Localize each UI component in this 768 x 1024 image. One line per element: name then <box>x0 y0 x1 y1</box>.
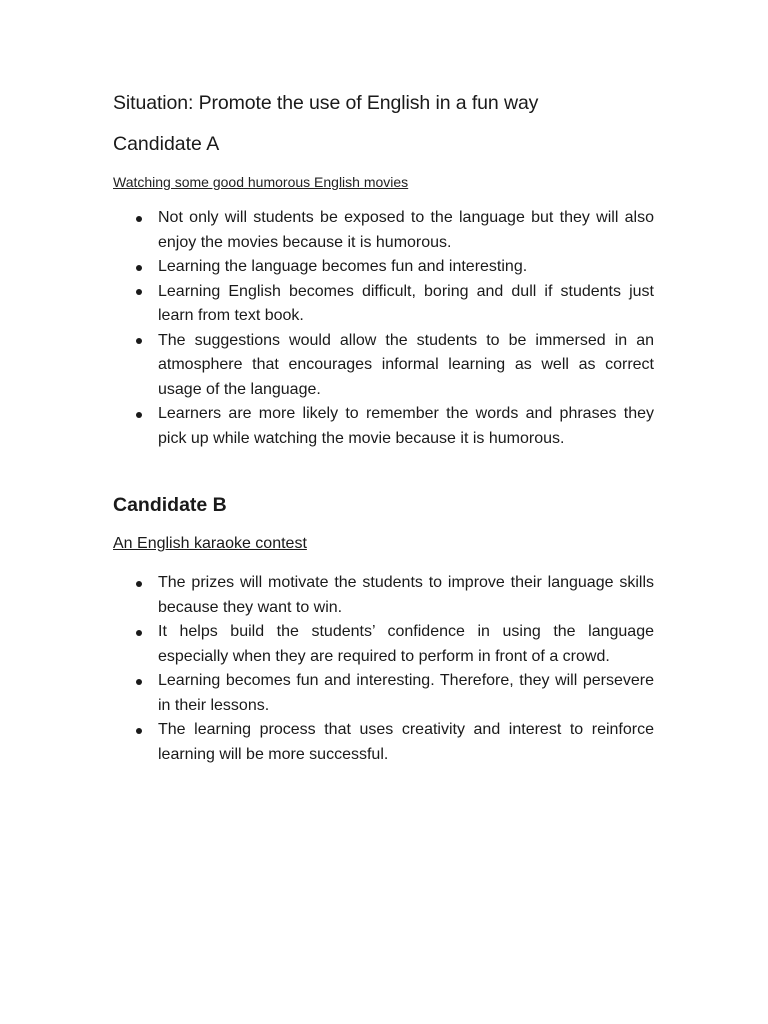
list-item-text: The suggestions would allow the students to be immersed in an atmosphere that encourages informal learning as well as correct usage of the language. <box>158 331 654 398</box>
list-item <box>130 280 654 329</box>
candidate-a-points-list <box>130 206 654 451</box>
list-item <box>130 669 654 718</box>
list-item-text: Learning becomes fun and interesting. Therefore, they will persevere in their lessons. <box>158 672 654 714</box>
bullet-icon <box>136 630 142 636</box>
list-item <box>130 718 654 767</box>
list-item <box>130 329 654 403</box>
bullet-icon <box>136 216 142 222</box>
list-item-text: Learning English becomes difficult, boring and dull if students just learn from text book. <box>158 282 654 324</box>
candidate-a-heading: Candidate A <box>113 133 220 155</box>
list-item-text: Learning the language becomes fun and interesting. <box>158 258 528 275</box>
list-item-text: It helps build the students’ confidence in using the language especially when they are required to perform in front of a crowd. <box>158 623 654 665</box>
candidate-b-points-list <box>130 571 654 767</box>
candidate-a-subheading: Watching some good humorous English movies <box>113 174 409 190</box>
candidate-b-subheading: An English karaoke contest <box>113 535 307 552</box>
list-item <box>130 571 654 620</box>
list-item <box>130 402 654 451</box>
candidate-b-heading: Candidate B <box>113 494 227 516</box>
bullet-icon <box>136 581 142 587</box>
bullet-icon <box>136 728 142 734</box>
bullet-icon <box>136 289 142 295</box>
situation-title: Situation: Promote the use of English in a fun way <box>113 92 539 114</box>
list-item-text: The prizes will motivate the students to improve their language skills because they want to win. <box>158 574 654 616</box>
list-item <box>130 620 654 669</box>
list-item-text: Learners are more likely to remember the words and phrases they pick up while watching the movie because it is humorous. <box>158 405 654 447</box>
bullet-icon <box>136 265 142 271</box>
bullet-icon <box>136 338 142 344</box>
list-item <box>130 206 654 255</box>
list-item <box>130 255 654 280</box>
list-item-text: The learning process that uses creativity and interest to reinforce learning will be more successful. <box>158 721 654 763</box>
bullet-icon <box>136 679 142 685</box>
list-item-text: Not only will students be exposed to the language but they will also enjoy the movies because it is humorous. <box>158 209 654 251</box>
bullet-icon <box>136 412 142 418</box>
